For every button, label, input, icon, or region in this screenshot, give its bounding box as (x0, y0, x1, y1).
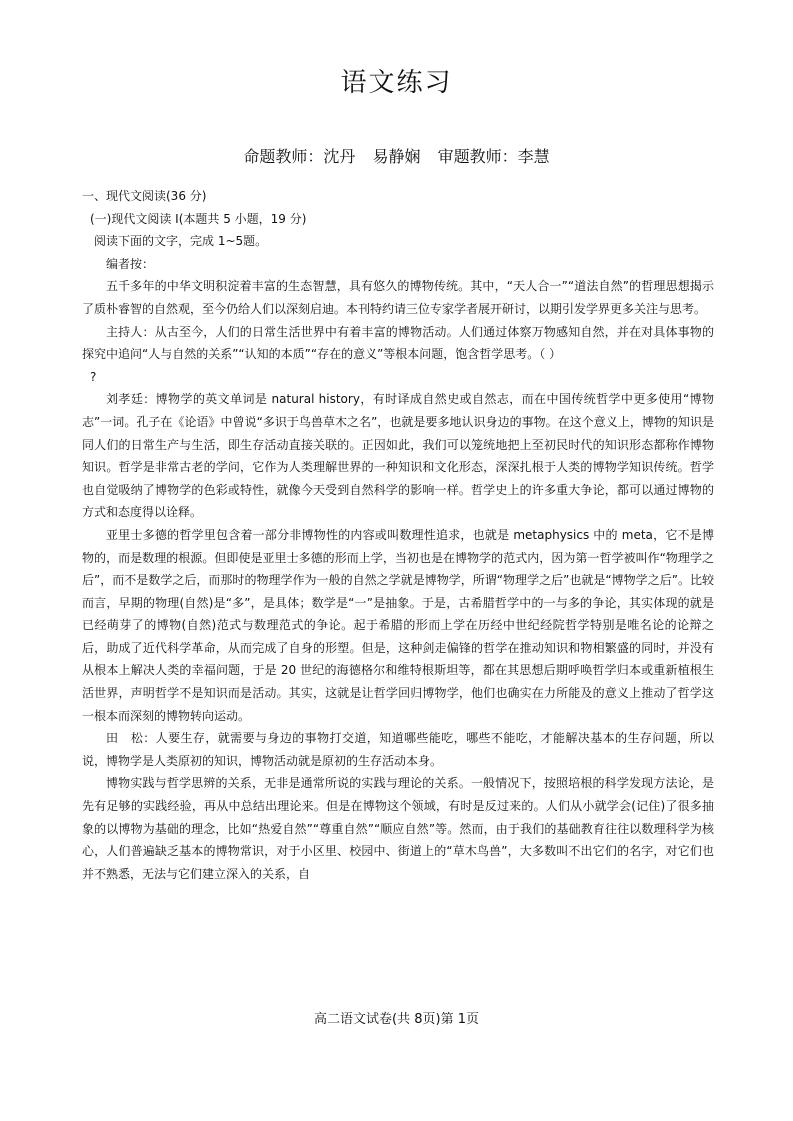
paragraph: 刘孝廷：博物学的英文单词是 natural history，有时译成自然史或自然志，而在中国传统哲学中更多使用“博物志”一词。孔子在《论语》中曾说“多识于鸟兽草木之名”，也就是要多地认识身边的事物。在这个意义上，博物的知识是同人们的日常生产与生活，即生存活动直接关联的。正因如此，我们可以笼统地把上至初民时代的知识形态都称作博物知识。哲学是非常古老的学问，它作为人类理解世界的一种知识和文化形态，深深扎根于人类的博物学知识传统。哲学也自觉吸纳了博物学的色彩或特性，就像今天受到自然科学的影响一样。哲学史上的许多重大争论，都可以通过博物的方式和态度得以诠释。 (82, 392, 714, 520)
paragraph: 主持人：从古至今，人们的日常生活世界中有着丰富的博物活动。人们通过体察万物感知自然，并在对具体事物的探究中追问“人与自然的关系”“认知的本质”“存在的意义”等根本问题，饱含哲学思考。（ ） (82, 324, 714, 362)
teacher-line (0, 144, 793, 167)
editor-note-label: 编者按： (106, 256, 155, 271)
instruction: 阅读下面的文字，完成 1~5题。 (94, 234, 268, 249)
paragraph: 博物实践与哲学思辨的关系，无非是通常所说的实践与理论的关系。一般情况下，按照培根的科学发现方法论，是先有足够的实践经验，再从中总结出理论来。但是在博物这个领域，有时是反过来的。人们从小就学会(记住)了很多抽象的以博物为基础的理念，比如“热爱自然”“尊重自然”“顺应自然”等。然而，由于我们的基础教育往往以数理科学为核心，人们普遍缺乏基本的博物常识，对于小区里、校园中、街道上的“草木鸟兽”，大多数叫不出它们的名字，对它们也并不熟悉，无法与它们建立深入的关系，自 (82, 776, 714, 881)
page-footer: 高二语文试卷(共 8页)第 1页 (314, 1012, 479, 1027)
paragraph: 田 松：人要生存，就需要与身边的事物打交道，知道哪些能吃，哪些不能吃，才能解决基本的生存问题，所以说，博物学是人类原初的知识，博物活动就是原初的生存活动本身。 (82, 731, 714, 768)
page-title: 语文练习 (340, 68, 453, 98)
paragraph: 五千多年的中华文明积淀着丰富的生态智慧，具有悠久的博物传统。其中，“天人合一”“道法自然”的哲理思想揭示了质朴睿智的自然观，至今仍给人们以深刻启迪。本刊特约请三位专家学者展开研讨，以期引发学界更多关注与思考。 (82, 279, 714, 316)
setter-teacher: 命题教师：沈丹 (243, 147, 356, 166)
reviewer-teacher: 审题教师：李慧 (437, 147, 550, 166)
subsection-heading: (一)现代文阅读 Ⅰ(本题共 5 小题，19 分) (90, 211, 307, 226)
section-heading: 一、现代文阅读(36 分) (82, 189, 207, 203)
paragraph: 亚里士多德的哲学里包含着一部分非博物性的内容或叫数理性追求，也就是 metaphysics 中的 meta，它不是博物的，而是数理的根源。但即使是亚里士多德的形而上学，当初也是在博物学的范式内，因为第一哲学被叫作“物理学之后”，而不是数学之后，而那时的物理学作为一般的自然之学就是博物学，所谓“物理学之后”也就是“博物学之后”。比较而言，早期的物理(自然)是“多”，是具体；数学是“一”是抽象。于是，古希腊哲学中的一与多的争论，其实体现的就是已经萌芽了的博物(自然)范式与数理范式的争论。起于希腊的形而上学在历经中世纪经院哲学特别是唯名论的论辩之后，助成了近代科学革命，从而完成了自身的形塑。但是，这种剑走偏锋的哲学在推动知识和物相繁盛的同时，并没有从根本上解决人类的幸福问题，于是 20 世纪的海德格尔和维特根斯坦等，都在其思想后期呼唤哲学归本或重新植根生活世界，声明哲学不是知识而是活动。其实，这就是让哲学回归博物学，他们也确实在力所能及的意义上推动了哲学这一根本而深刻的博物转向运动。 (82, 527, 714, 723)
question-mark: ? (90, 369, 97, 384)
document-body (82, 185, 714, 885)
setter-teacher-2: 易静娴 (372, 147, 421, 166)
